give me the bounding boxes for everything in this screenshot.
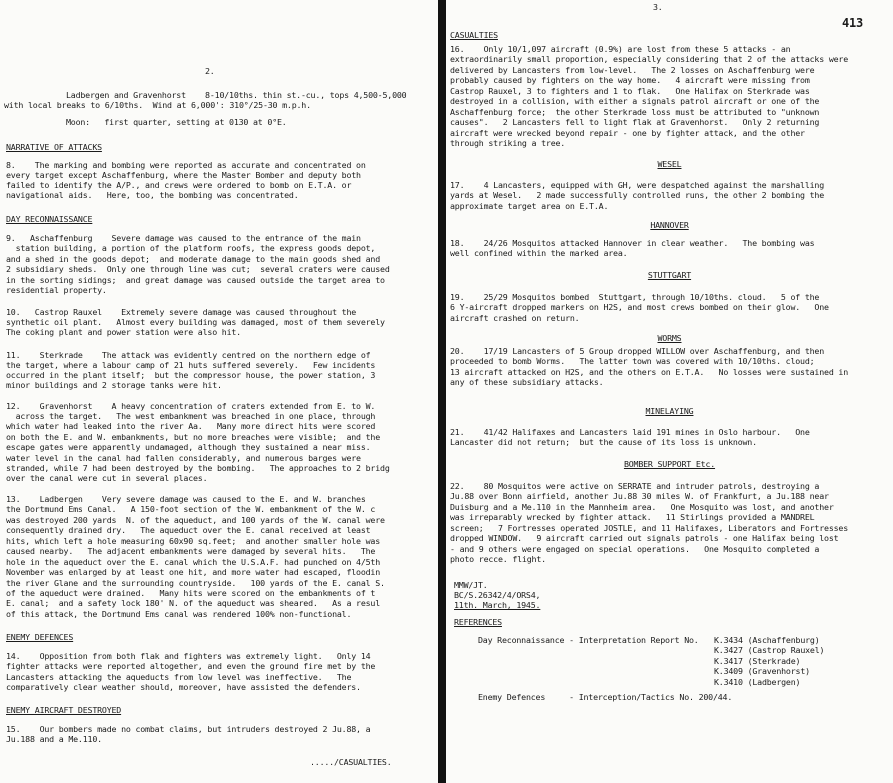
text-line: failed to identify the A/P., and crews were ordered to bomb on E.T.A. or: [6, 180, 352, 190]
text-line: through striking a tree.: [450, 138, 566, 148]
weather-line: Ladbergen and Gravenhorst 8-10/10ths. thin st.-cu., tops 4,500-5,000: [66, 90, 407, 100]
text-line: synthetic oil plant. Almost every building was damaged, most of them severely: [6, 317, 385, 327]
weather-line: with local breaks to 6/10ths. Wind at 6,000': 310°/25-30 m.p.h.: [4, 100, 311, 110]
text-line: the target, where a labour camp of 21 huts suffered severely. Few incidents: [6, 360, 376, 370]
text-line: The coking plant and power station were also hit.: [6, 327, 241, 337]
text-line: 9. Aschaffenburg Severe damage was caused to the entrance of the main: [6, 233, 361, 243]
text-line: November was enlarged by at least one hit, and more water had escaped, floodin: [6, 567, 381, 577]
text-line: 21. 41/42 Halifaxes and Lancasters laid 191 mines in Oslo harbour. One: [450, 427, 810, 437]
text-line: the river Glane and the surrounding countryside. 100 yards of the E. canal S.: [6, 578, 385, 588]
folio-number: 413: [842, 16, 864, 30]
text-line: was irreparably wrecked by fighter attack. 11 Stirlings provided a MANDREL: [450, 512, 815, 522]
section-heading: DAY RECONNAISSANCE: [6, 214, 93, 224]
text-line: approximate target area on E.T.A.: [450, 201, 609, 211]
text-line: comparatively clear weather should, moreover, have assisted the defenders.: [6, 682, 361, 692]
text-line: 2 subsidiary sheds. Only one through line was cut; several craters were caused: [6, 264, 390, 274]
text-line: Aschaffenburg force; the other Sterkrade loss must be attributed to "unknown: [450, 107, 820, 117]
section-heading: ENEMY AIRCRAFT DESTROYED: [6, 705, 122, 715]
text-line: dropped WINDOW. 9 aircraft carried out signals patrols - one Halifax being lost: [450, 533, 839, 543]
text-line: caused nearby. The adjacent embankments were damaged by several hits. The: [6, 546, 376, 556]
text-line: E. canal; and a safety lock 180' N. of the aqueduct was sheared. As a resul: [6, 598, 381, 608]
text-line: aircraft crashed on return.: [450, 313, 580, 323]
moon-line: Moon: first quarter, setting at 0130 at 0°E.: [66, 117, 287, 127]
text-line: aircraft were wrecked beyond repair - one by fighter attack, and the other: [450, 128, 805, 138]
text-line: extraordinarily small proportion, especially considering that 2 of the attacks were: [450, 54, 848, 64]
text-line: Ju.188 and a Me.110.: [6, 734, 102, 744]
text-line: stranded, while 7 had been destroyed by the bombing. The approaches to 2 bridg: [6, 463, 390, 473]
text-line: BC/S.26342/4/ORS4,: [454, 590, 541, 600]
text-line: 22. 80 Mosquitos were active on SERRATE and intruder patrols, destroying a: [450, 481, 820, 491]
text-line: Ju.88 over Bonn airfield, another Ju.88 30 miles W. of Frankfurt, a Ju.188 near: [450, 491, 829, 501]
text-line: in the sorting sidings; and great damage was caused outside the target area to: [6, 275, 385, 285]
text-line: residential property.: [6, 285, 107, 295]
text-line: over the canal were cut in several places.: [6, 473, 208, 483]
section-heading: REFERENCES: [454, 617, 502, 627]
reference-label: Day Reconnaissance - Interpretation Report No.: [478, 635, 699, 645]
text-line: destroyed in a collision, with either a signals patrol aircraft or one of the: [450, 96, 820, 106]
text-line: which water had leaked into the river Aa. Many more direct hits were scored: [6, 421, 376, 431]
text-line: 15. Our bombers made no combat claims, but intruders destroyed 2 Ju.88, a: [6, 724, 371, 734]
text-line: fighter attacks were reported altogether, and even the ground fire met by the: [6, 661, 376, 671]
text-line: MMW/JT.: [454, 580, 488, 590]
right-page: [446, 0, 893, 783]
reference-item: K.3427 (Castrop Rauxel): [714, 645, 825, 655]
text-line: probably caused by fighters on the way home. 4 aircraft were missing from: [450, 75, 810, 85]
text-line: hits, which left a hole measuring 60x90 sq.feet; and another smaller hole was: [6, 536, 381, 546]
text-line: Castrop Rauxel, 3 to fighters and 1 to flak. One Halifax on Sterkrade was: [450, 86, 810, 96]
text-line: water level in the canal had fallen considerably, and numerous barges were: [6, 453, 361, 463]
section-heading: HANNOVER: [650, 220, 689, 230]
text-line: 19. 25/29 Mosquitos bombed Stuttgart, through 10/10ths. cloud. 5 of the: [450, 292, 820, 302]
text-line: of this attack, the Dortmund Ems canal was rendered 100% non-functional.: [6, 609, 352, 619]
text-line: yards at Wesel. 2 made successfully controlled runs, the other 2 bombing the: [450, 190, 825, 200]
text-line: 16. Only 10/1,097 aircraft (0.9%) are lost from these 5 attacks - an: [450, 44, 791, 54]
text-line: the Dortmund Ems Canal. A 150-foot section of the W. embankment of the W. c: [6, 504, 376, 514]
text-line: and a shed in the goods depot; and moderate damage to the main goods shed and: [6, 254, 381, 264]
text-line: delivered by Lancasters from low-level. The 2 losses on Aschaffenburg were: [450, 65, 815, 75]
section-heading: MINELAYING: [645, 406, 694, 416]
text-line: 14. Opposition from both flak and fighters was extremely light. Only 14: [6, 651, 371, 661]
text-line: on both the E. and W. embankments, but no more breaches were visible; and the: [6, 432, 381, 442]
section-heading: CASUALTIES: [450, 30, 498, 40]
left-page: [0, 0, 438, 783]
page-number: 2.: [205, 66, 215, 76]
text-line: - and 9 others were engaged on special operations. One Mosquito completed a: [450, 544, 820, 554]
section-heading: STUTTGART: [647, 270, 692, 280]
text-line: 6 Y-aircraft dropped markers on H2S, and most crews bombed on their glow. One: [450, 302, 829, 312]
text-line: station building, a portion of the platform roofs, the express goods depot,: [6, 243, 376, 253]
text-line: escape gates were apparently undamaged, although they sustained a near miss.: [6, 442, 371, 452]
text-line: causes". 2 Lancasters fell to light flak at Gravenhorst. Only 2 returning: [450, 117, 820, 127]
text-line: photo recce. flight.: [450, 554, 546, 564]
text-line: navigational aids. Here, too, the bombing was concentrated.: [6, 190, 299, 200]
reference-label: Enemy Defences - Interception/Tactics No. 200/44.: [478, 692, 733, 702]
continuation-footer: ...../CASUALTIES.: [310, 757, 392, 767]
text-line: Duisburg and a Me.110 in the Mannheim area. One Mosquito was lost, and another: [450, 502, 834, 512]
section-heading: ENEMY DEFENCES: [6, 632, 74, 642]
text-line: 13. Ladbergen Very severe damage was caused to the E. and W. branches: [6, 494, 366, 504]
text-line: consequently drained dry. The aqueduct over the E. canal received at least: [6, 525, 371, 535]
page-number: 3.: [653, 2, 663, 12]
text-line: any of these subsidiary attacks.: [450, 377, 604, 387]
text-line: Lancasters attacking the aqueducts from low level was ineffective. The: [6, 672, 352, 682]
section-heading: NARRATIVE OF ATTACKS: [6, 142, 102, 152]
text-line: proceeded to bomb Worms. The latter town was covered with 10/10ths. cloud;: [450, 356, 815, 366]
text-line: 20. 17/19 Lancasters of 5 Group dropped WILLOW over Aschaffenburg, and then: [450, 346, 825, 356]
text-line: of the aqueduct were drained. Many hits were scored on the embankments of t: [6, 588, 376, 598]
text-line: 10. Castrop Rauxel Extremely severe damage was caused throughout the: [6, 307, 357, 317]
text-line: 18. 24/26 Mosquitos attacked Hannover in clear weather. The bombing was: [450, 238, 815, 248]
text-line: minor buildings and 2 storage tanks were hit.: [6, 380, 222, 390]
date-line: 11th. March, 1945.: [454, 600, 541, 610]
text-line: 17. 4 Lancasters, equipped with GH, were despatched against the marshalling: [450, 180, 825, 190]
text-line: across the target. The west embankment was breached in one place, through: [6, 411, 376, 421]
text-line: every target except Aschaffenburg, where the Master Bomber and deputy both: [6, 170, 361, 180]
text-line: 12. Gravenhorst A heavy concentration of craters extended from E. to W.: [6, 401, 376, 411]
text-line: 11. Sterkrade The attack was evidently centred on the northern edge of: [6, 350, 371, 360]
page-gutter: [438, 0, 446, 783]
text-line: was destroyed 200 yards N. of the aqueduct, and 100 yards of the W. canal were: [6, 515, 385, 525]
reference-item: K.3409 (Gravenhorst): [714, 666, 810, 676]
text-line: 8. The marking and bombing were reported as accurate and concentrated on: [6, 160, 366, 170]
text-line: 13 aircraft attacked on H2S, and the others on E.T.A. No losses were sustained in: [450, 367, 848, 377]
text-line: hole in the aqueduct over the E. canal which the U.S.A.F. had punched on 4/5th: [6, 557, 381, 567]
text-line: Lancaster did not return; but the cause of its loss is unknown.: [450, 437, 757, 447]
reference-item: K.3434 (Aschaffenburg): [714, 635, 820, 645]
section-heading: WESEL: [657, 159, 682, 169]
text-line: well confined within the marked area.: [450, 248, 628, 258]
text-line: screen; 7 Fortresses operated JOSTLE, and 11 Halifaxes, Liberators and Fortresses: [450, 523, 848, 533]
reference-item: K.3410 (Ladbergen): [714, 677, 801, 687]
section-heading: WORMS: [657, 333, 682, 343]
reference-item: K.3417 (Sterkrade): [714, 656, 801, 666]
text-line: occurred in the plant itself; but the compressor house, the power station, 3: [6, 370, 376, 380]
section-heading: BOMBER SUPPORT Etc.: [623, 459, 716, 469]
